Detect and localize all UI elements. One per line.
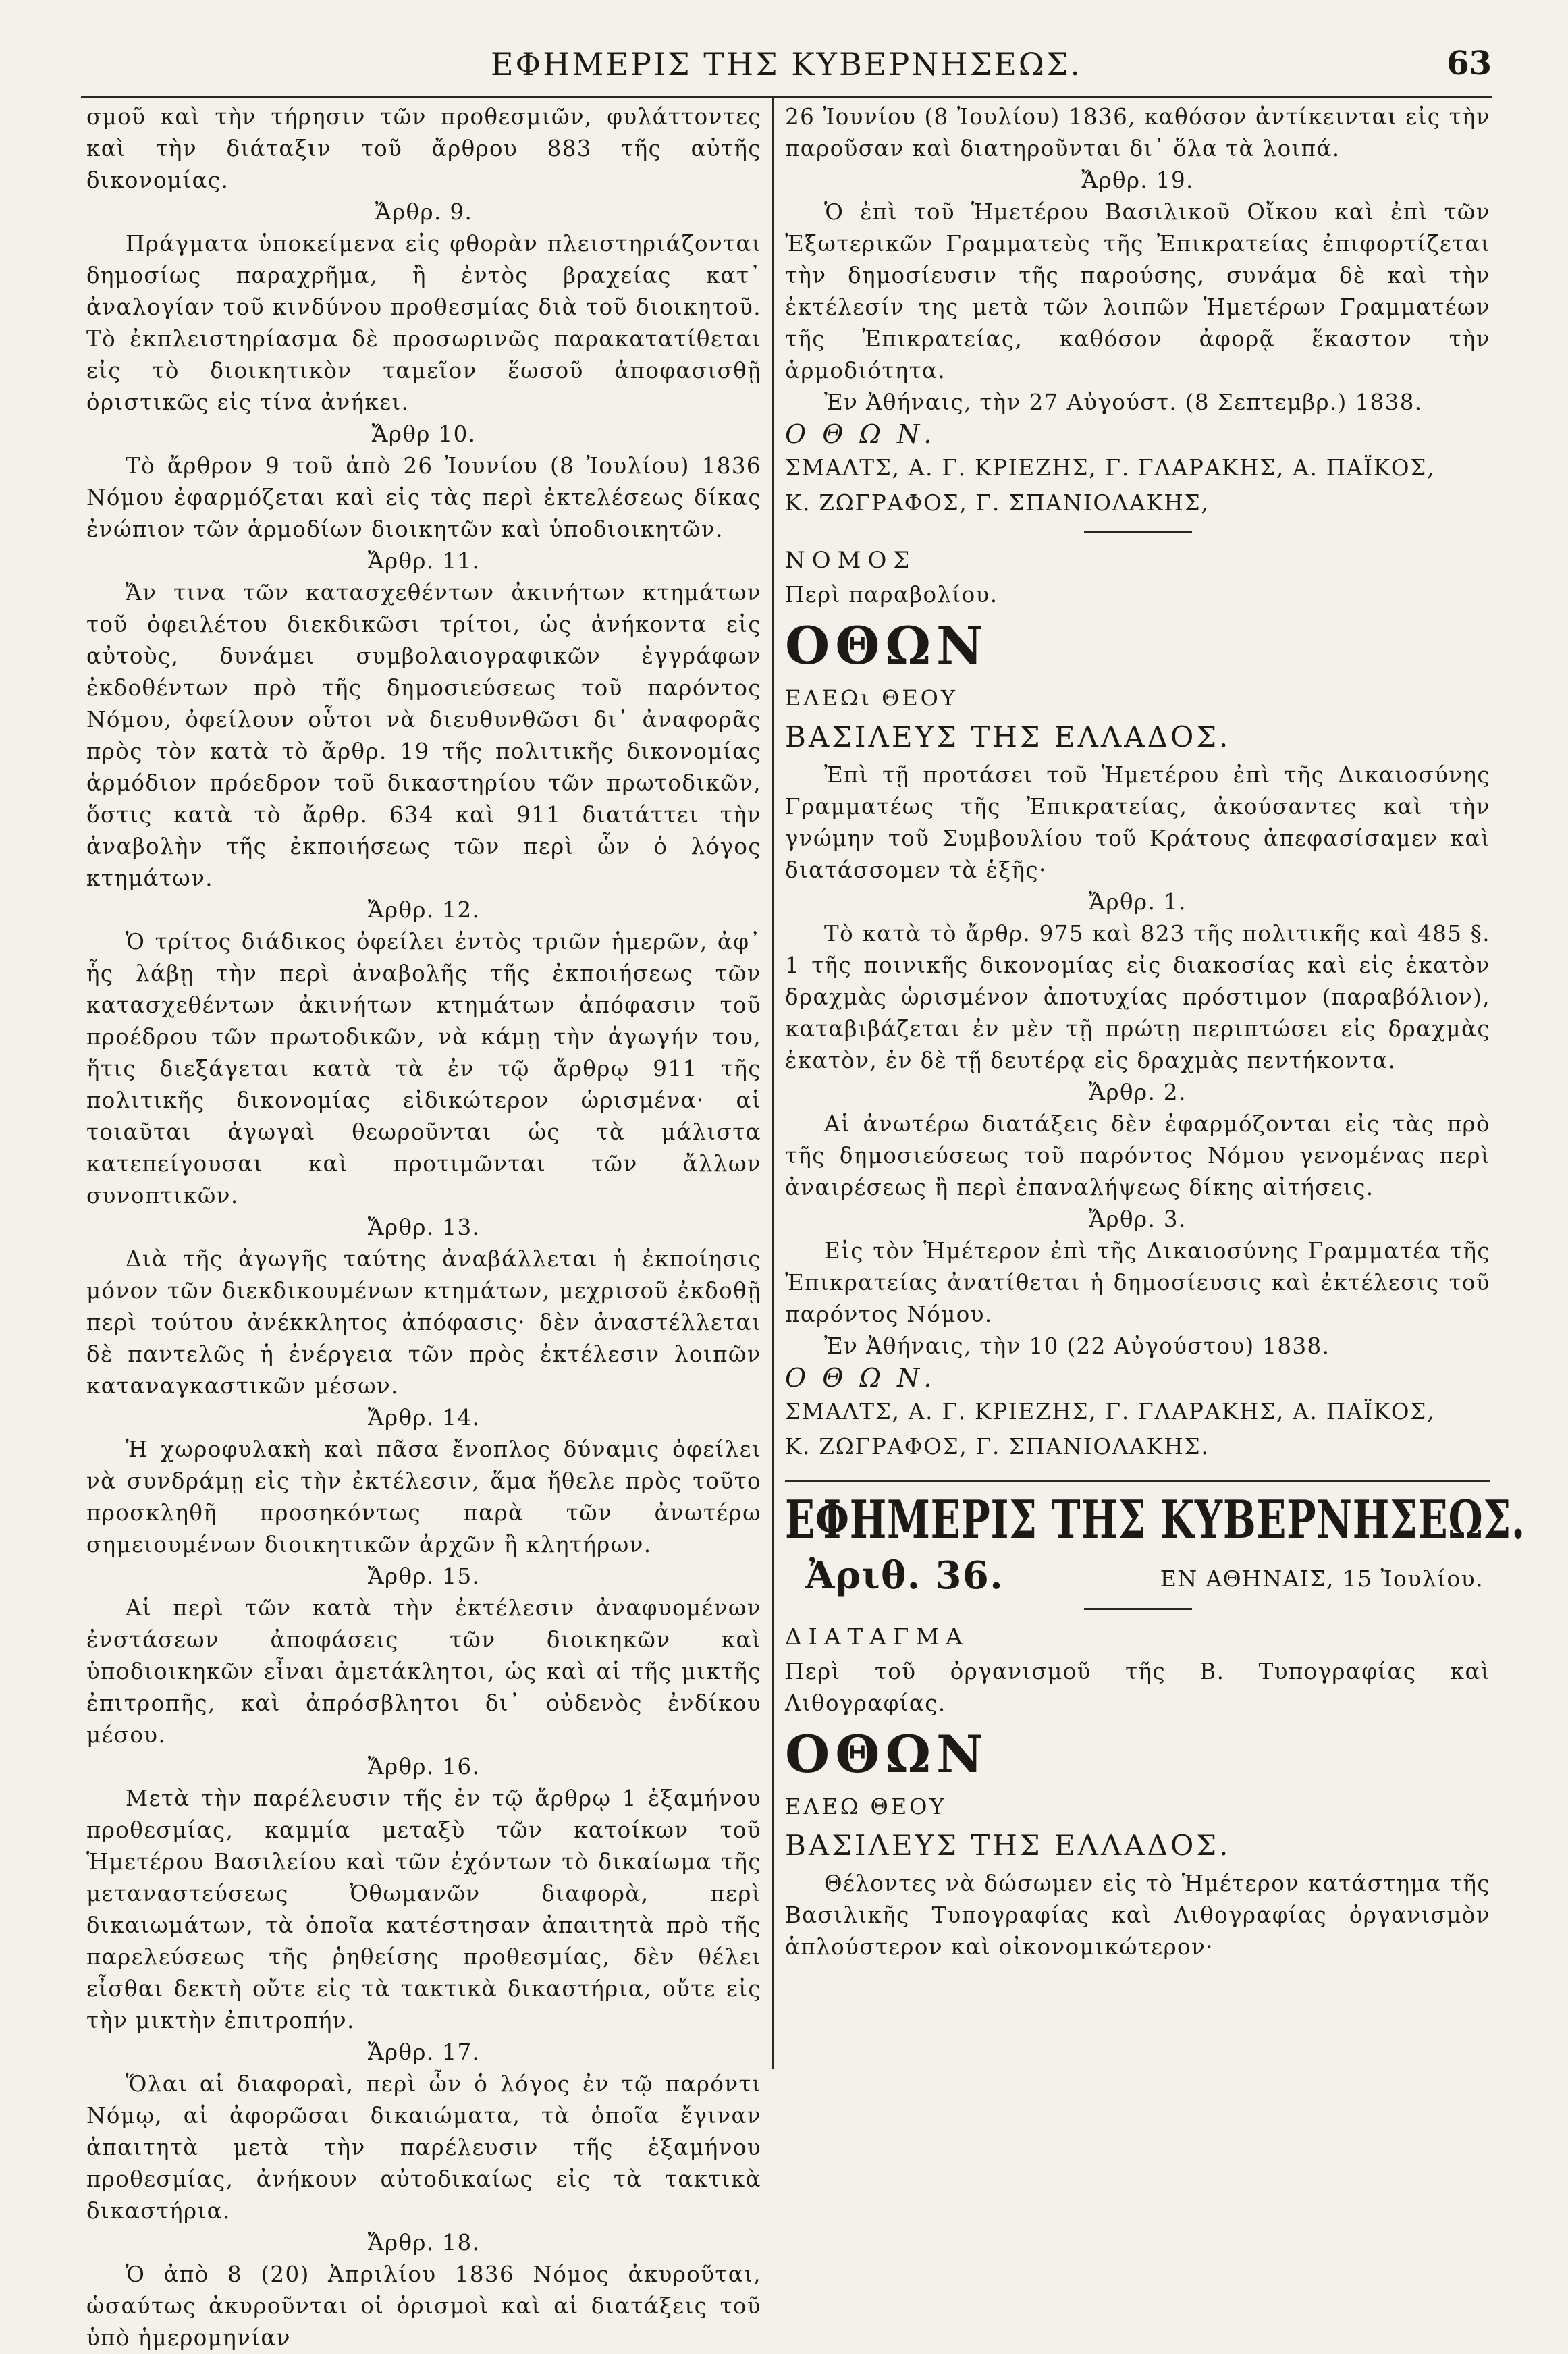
date-line: Ἐν Ἀθήναις, τὴν 10 (22 Αὐγούστου) 1838. [824,1333,1330,1359]
signature-otto: Ο Θ Ω Ν. [785,419,936,449]
paragraph: Πράγματα ὑποκείμενα εἰς φθορὰν πλειστηριάζονται δημοσίως παραχρῆμα, ἢ ἐντὸς βραχείας κατ᾿ ἀναλογίαν τοῦ κινδύνου προθεσμίας διὰ τοῦ διοικητοῦ. Τὸ ἐκπλειστηρίασμα δὲ προσωρινῶς παρακατατίθεται εἰς τὸ διοικητικὸν ταμεῖον ἕωσοῦ ἀποφασισθῇ ὁριστικῶς εἰς τίνα ἀνήκει. [86,231,761,415]
king-title: ΒΑΣΙΛΕΥΣ ΤΗΣ ΕΛΛΑΔΟΣ. [785,720,1231,753]
paragraph: Αἱ περὶ τῶν κατὰ τὴν ἐκτέλεσιν ἀναφυομένων ἐνστάσεων ἀποφάσεις τῶν διοικηκῶν καὶ ὑποδιοικηκῶν εἶναι ἀμετάκλητοι, ὡς καὶ αἱ τῆς μικτῆς ἐπιτροπῆς, καὶ ἀπρόσβλητοι δι᾿ οὐδενὸς ἐνδίκου μέσου. [86,1595,761,1748]
king-name: ΟΘΩΝ [785,616,989,676]
article-heading: Ἄρθρ. 14. [367,1405,481,1430]
law-subject: Περὶ παραβολίου. [785,582,998,608]
running-head [81,41,1492,88]
column-divider [772,98,774,2069]
header-rule [81,96,1492,98]
article-heading: Ἄρθρ. 18. [367,2230,481,2255]
paragraph: Τὸ ἄρθρον 9 τοῦ ἀπὸ 26 Ἰουνίου (8 Ἰουλίου) 1836 Νόμου ἐφαρμόζεται καὶ εἰς τὰς περὶ ἐκτελέσεως δίκας ἐνώπιον τῶν ἁρμοδίων διοικητῶν καὶ ὑποδιοικητῶν. [86,453,761,542]
ministers-line: Κ. ΖΩΓΡΑΦΟΣ, Γ. ΣΠΑΝΙΟΛΑΚΗΣ, [785,490,1210,516]
article-heading: Ἄρθρ. 2. [1089,1079,1187,1105]
newspaper-masthead: ΕΦΗΜΕΡΙΣ ΤΗΣ ΚΥΒΕΡΝΗΣΕΩΣ. [785,1489,1525,1551]
article-heading: Ἄρθρ. 3. [1089,1206,1187,1232]
article-heading: Ἄρθρ. 12. [367,897,481,923]
article-heading: Ἄρθρ. 15. [367,1563,481,1589]
paragraph: σμοῦ καὶ τὴν τήρησιν τῶν προθεσμιῶν, φυλάττοντες καὶ τὴν διάταξιν τοῦ ἄρθρου 883 τῆς αὐτῆς δικονομίας. [86,104,761,193]
article-heading: Ἄρθρ. 16. [367,1754,481,1780]
article-heading: Ἄρθρ 10. [371,421,477,447]
decree-heading: ΔΙΑΤΑΓΜΑ [785,1624,969,1651]
paragraph: Θέλοντες νὰ δώσωμεν εἰς τὸ Ἡμέτερον κατάστημα τῆς Βασιλικῆς Τυπογραφίας καὶ Λιθογραφίας ὀργανισμὸν ἁπλούστερον καὶ οἰκονομικώτερον· [785,1871,1490,1960]
issue-row [785,1554,1490,1597]
section-rule [1084,1608,1192,1610]
section-rule [1084,531,1192,533]
page-number: 63 [1447,45,1492,82]
ministers-line: ΣΜΑΛΤΣ, Α. Γ. ΚΡΙΕΖΗΣ, Γ. ΓΛΑΡΑΚΗΣ, Α. ΠΑΪΚΟΣ, [785,455,1436,481]
paragraph: Εἰς τὸν Ἡμέτερον ἐπὶ τῆς Δικαιοσύνης Γραμματέα τῆς Ἐπικρατείας ἀνατίθεται ἡ δημοσίευσις καὶ ἐκτέλεσις τοῦ παρόντος Νόμου. [785,1238,1490,1327]
paragraph: Αἱ ἀνωτέρω διατάξεις δὲν ἐφαρμόζονται εἰς τὰς πρὸ τῆς δημοσιεύσεως τοῦ παρόντος Νόμου γενομένας περὶ ἀναιρέσεως ἢ περὶ ἐπαναλήψεως δίκης αἰτήσεις. [785,1111,1490,1200]
issue-number: Ἀριθ. 36. [805,1553,1004,1598]
right-column [785,101,1525,1963]
by-grace-of-god: ΕΛΕΩ ΘΕΟΥ [785,1794,947,1819]
paragraph: Ὁ τρίτος διάδικος ὀφείλει ἐντὸς τριῶν ἡμερῶν, ἀφ᾿ ἧς λάβῃ τὴν περὶ ἀναβολῆς τῆς ἐκποιήσεως τῶν κατασχεθέντων ἀκινήτων κτημάτων ἀπόφασιν τοῦ προέδρου τῶν πρωτοδικῶν, νὰ κάμῃ τὴν ἀγωγήν του, ἥτις διεξάγεται κατὰ τὰ ἐν τῷ ἄρθρῳ 911 τῆς πολιτικῆς δικονομίας εἰδικώτερον ὡρισμένα· αἱ τοιαῦται ἀγωγαὶ θεωροῦνται ὡς τὰ μάλιστα κατεπείγουσαι καὶ προτιμῶνται τῶν ἄλλων συνοπτικῶν. [86,929,761,1208]
decree-subject: Περὶ τοῦ ὀργανισμοῦ τῆς Β. Τυπογραφίας καὶ Λιθογραφίας. [785,1659,1490,1716]
king-name: ΟΘΩΝ [785,1724,989,1784]
paragraph: 26 Ἰουνίου (8 Ἰουλίου) 1836, καθόσον ἀντίκεινται εἰς τὴν παροῦσαν καὶ διατηροῦνται δι᾿ ὅλα τὰ λοιπά. [785,104,1490,161]
paragraph: Ὁ ἐπὶ τοῦ Ἡμετέρου Βασιλικοῦ Οἴκου καὶ ἐπὶ τῶν Ἐξωτερικῶν Γραμματεὺς τῆς Ἐπικρατείας ἐπιφορτίζεται τὴν δημοσίευσιν τῆς παρούσης, συνάμα δὲ καὶ τὴν ἐκτέλεσίν της μετὰ τῶν λοιπῶν Ἡμετέρων Γραμματέων τῆς Ἐπικρατείας, καθόσον ἀφορᾷ ἕκαστον τὴν ἁρμοδιότητα. [785,199,1490,383]
paragraph: Διὰ τῆς ἀγωγῆς ταύτης ἀναβάλλεται ἡ ἐκποίησις μόνον τῶν διεκδικουμένων κτημάτων, μεχρισοῦ ἐκδοθῇ περὶ τούτου ἀνέκκλητος ἀπόφασις· δὲν ἀναστέλλεται δὲ παντελῶς ἡ ἐνέργεια τῶν πρὸς ἐκτέλεσιν λοιπῶν καταναγκαστικῶν μέσων. [86,1246,761,1399]
issue-date: ΕΝ ΑΘΗΝΑΙΣ, 15 Ἰουλίου. [1160,1566,1484,1592]
article-heading: Ἄρθρ. 13. [367,1214,481,1240]
preamble: Ἐπὶ τῇ προτάσει τοῦ Ἡμετέρου ἐπὶ τῆς Δικαιοσύνης Γραμματέως τῆς Ἐπικρατείας, ἀκούσαντες καὶ τὴν γνώμην τοῦ Συμβουλίου τοῦ Κράτους ἀπεφασίσαμεν καὶ διατάσσομεν τὰ ἑξῆς· [785,762,1490,883]
article-heading: Ἄρθρ. 1. [1089,889,1187,915]
paragraph: Ἄν τινα τῶν κατασχεθέντων ἀκινήτων κτημάτων τοῦ ὀφειλέτου διεκδικῶσι τρίτοι, ὡς ἀνήκοντα εἰς αὐτοὺς, δυνάμει συμβολαιογραφικῶν ἐγγράφων ἐκδοθέντων πρὸ τῆς δημοσιεύσεως τοῦ παρόντος Νόμου, ὀφείλουν οὗτοι νὰ διευθυνθῶσι δι᾿ ἀναφορᾶς πρὸς τὸν κατὰ τὸ ἄρθρ. 19 τῆς πολιτικῆς δικονομίας ἁρμόδιον πρόεδρον τοῦ δικαστηρίου τῶν πρωτοδικῶν, ὅστις κατὰ τὸ ἄρθρ. 634 καὶ 911 διατάττει τὴν ἀναβολὴν τῆς ἐκποιήσεως τῶν περὶ ὧν ὁ λόγος κτημάτων. [86,580,761,891]
paragraph: Ἡ χωροφυλακὴ καὶ πᾶσα ἔνοπλος δύναμις ὀφείλει νὰ συνδράμῃ εἰς τὴν ἐκτέλεσιν, ἅμα ἤθελε πρὸς τοῦτο προσκληθῆ προσηκόντως παρὰ τῶν ἀνωτέρω σημειουμένων διοικητικῶν ἀρχῶν ἢ κλητήρων. [86,1437,761,1557]
article-heading: Ἄρθρ. 17. [367,2039,481,2065]
running-title: ΕΦΗΜΕΡΙΣ ΤΗΣ ΚΥΒΕΡΝΗΣΕΩΣ. [490,46,1083,82]
paragraph: Ὁ ἀπὸ 8 (20) Ἀπριλίου 1836 Νόμος ἀκυροῦται, ὡσαύτως ἀκυροῦνται οἱ ὁρισμοὶ καὶ αἱ διατάξεις τοῦ ὑπὸ ἡμερομηνίαν [86,2262,761,2351]
signature-otto: Ο Θ Ω Ν. [785,1363,936,1393]
masthead-rule [785,1480,1490,1482]
date-line: Ἐν Ἀθήναις, τὴν 27 Αὐγούστ. (8 Σεπτεμβρ.) 1838. [824,390,1423,415]
ministers-line: ΣΜΑΛΤΣ, Α. Γ. ΚΡΙΕΖΗΣ, Γ. ΓΛΑΡΑΚΗΣ, Α. ΠΑΪΚΟΣ, [785,1399,1436,1424]
by-grace-of-god: ΕΛΕΩι ΘΕΟΥ [785,685,958,711]
article-heading: Ἄρθρ. 11. [367,548,481,574]
king-title: ΒΑΣΙΛΕΥΣ ΤΗΣ ΕΛΛΑΔΟΣ. [785,1829,1231,1862]
article-heading: Ἄρθρ. 19. [1081,167,1194,193]
paragraph: Ὅλαι αἱ διαφοραὶ, περὶ ὧν ὁ λόγος ἐν τῷ παρόντι Νόμῳ, αἱ ἀφορῶσαι δικαιώματα, τὰ ὁποῖα ἔγιναν ἀπαιτητὰ μετὰ τὴν παρέλευσιν τῆς ἑξαμήνου προθεσμίας, ἀνήκουν αὐτοδικαίως εἰς τὰ τακτικὰ δικαστήρια. [86,2071,761,2224]
ministers-line: Κ. ΖΩΓΡΑΦΟΣ, Γ. ΣΠΑΝΙΟΛΑΚΗΣ. [785,1434,1210,1460]
left-column [86,101,761,2354]
article-heading: Ἄρθρ. 9. [375,199,473,225]
paragraph: Μετὰ τὴν παρέλευσιν τῆς ἐν τῷ ἄρθρῳ 1 ἑξαμήνου προθεσμίας, καμμία μεταξὺ τῶν κατοίκων τοῦ Ἡμετέρου Βασιλείου καὶ τῶν ἐχόντων τὸ δικαίωμα τῆς μεταναστεύσεως Ὀθωμανῶν διαφορὰ, περὶ δικαιωμάτων, τὰ ὁποῖα κατέστησαν ἀπαιτητὰ πρὸ τῆς παρελεύσεως τῆς ῥηθείσης προθεσμίας, δὲν θέλει εἶσθαι δεκτὴ οὔτε εἰς τὰ τακτικὰ δικαστήρια, οὔτε εἰς τὴν μικτὴν ἐπιτροπήν. [86,1786,761,2033]
law-heading: ΝΟΜΟΣ [785,547,917,574]
paragraph: Τὸ κατὰ τὸ ἄρθρ. 975 καὶ 823 τῆς πολιτικῆς καὶ 485 §. 1 τῆς ποινικῆς δικονομίας εἰς διακοσίας καὶ εἰς ἑκατὸν δραχμὰς ὡρισμένον ἀποτυχίας πρόστιμον (παραβόλιον), καταβιβάζεται ἐν μὲν τῇ πρώτῃ περιπτώσει εἰς δραχμὰς ἑκατὸν, ἐν δὲ τῇ δευτέρᾳ εἰς δραχμὰς πεντήκοντα. [785,921,1490,1073]
